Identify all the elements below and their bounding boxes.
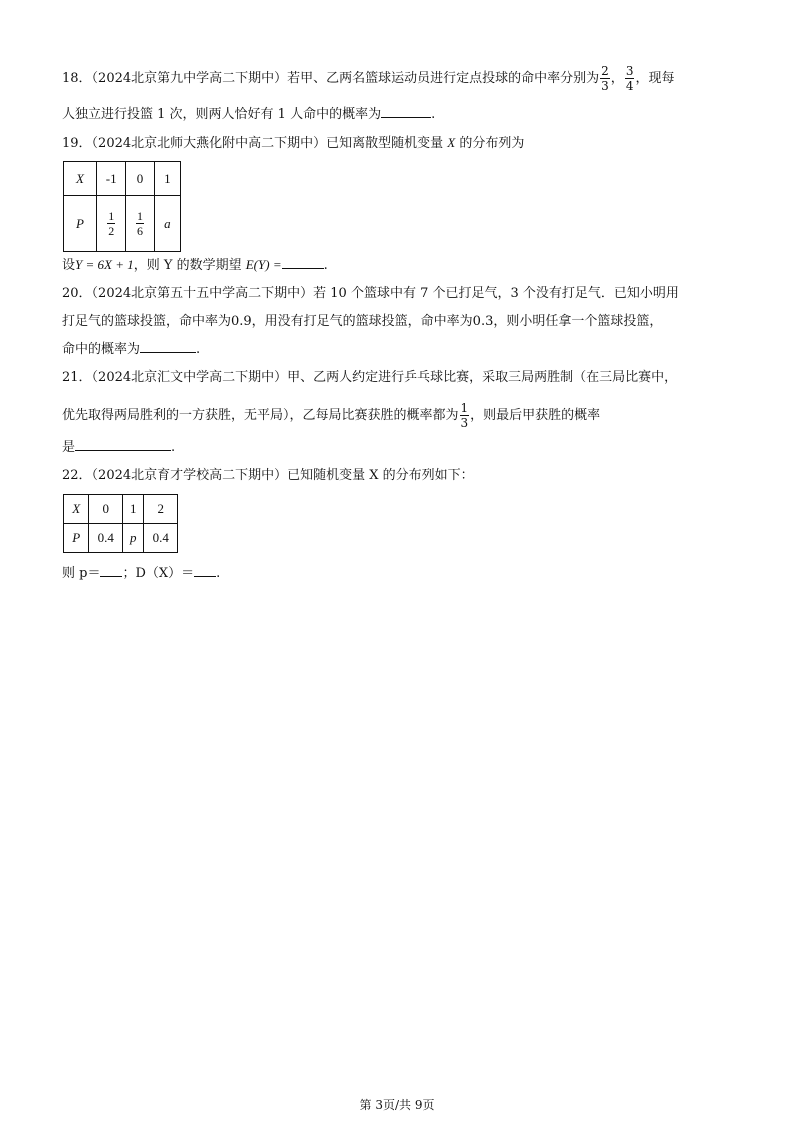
table-cell: P (64, 196, 97, 252)
question-number: 18． (62, 71, 92, 86)
table-cell: 0 (89, 495, 123, 524)
table-cell: $\frac{1}{2}$ (97, 196, 126, 252)
distribution-table-q19 (63, 161, 181, 252)
table-cell: P (64, 524, 89, 553)
question-source: （2024北京育才学校高二下期中） (91, 468, 288, 483)
question-source: （2024北京北师大燕化附中高二下期中） (91, 136, 327, 151)
question-20-line-3: 命中的概率为 . (62, 342, 201, 357)
question-source: （2024北京汇文中学高二下期中） (91, 370, 288, 385)
question-21-line-1: 21．（2024北京汇文中学高二下期中）甲、乙两人约定进行乒乓球比赛，采取三局两胜制（在三局比赛中， (62, 370, 678, 385)
table-cell: -1 (97, 162, 126, 196)
answer-blank (381, 105, 431, 118)
question-number: 20． (62, 286, 92, 301)
question-18-line-2: 人独立进行投篮 1 次，则两人恰好有 1 人命中的概率为 . (62, 107, 436, 122)
fraction-one-third: $\frac{1}{3}$ (460, 401, 469, 430)
table-cell: $\frac{1}{6}$ (126, 196, 154, 252)
answer-blank (75, 438, 171, 451)
fraction-three-fourths: $\frac{3}{4}$ (625, 64, 634, 93)
question-20-line-1: 20．（2024北京第五十五中学高二下期中）若 10 个篮球中有 7 个已打足气，3 个没有打足气．已知小明用 (62, 286, 679, 301)
question-21-line-2: 优先取得两局胜利的一方获胜，无平局），乙每局比赛获胜的概率都为 $\frac{1}{3}$ ，则最后甲获胜的概率 (62, 401, 601, 430)
question-20-line-2: 打足气的篮球投篮，命中率为0.9，用没有打足气的篮球投篮，命中率为0.3，则小明任拿一个篮球投篮， (62, 314, 663, 329)
question-number: 21． (62, 370, 92, 385)
page-footer: 第 3页/共 9页 (359, 1098, 435, 1112)
table-cell: 0.4 (89, 524, 123, 553)
table-cell: 2 (144, 495, 178, 524)
question-19-line-1: 19．（2024北京北师大燕化附中高二下期中）已知离散型随机变量 X 的分布列为 (62, 135, 525, 151)
fraction-two-thirds: $\frac{2}{3}$ (601, 64, 609, 93)
question-text: 人独立进行投篮 1 次，则两人恰好有 1 人命中的概率为 (62, 107, 382, 122)
question-source: （2024北京第五十五中学高二下期中） (91, 286, 314, 301)
question-number: 22． (62, 468, 92, 483)
table-cell: X (64, 495, 89, 524)
question-21-line-3: 是 . (62, 440, 176, 455)
table-cell: a (154, 196, 180, 252)
table-cell: 0.4 (144, 524, 178, 553)
question-text: 若甲、乙两名篮球运动员进行定点投球的命中率分别为 (287, 71, 600, 86)
question-22-line-1: 22．（2024北京育才学校高二下期中）已知随机变量 X 的分布列如下： (62, 468, 474, 483)
question-19-line-2: 设Y = 6X + 1，则 Y 的数学期望 E(Y) = . (62, 257, 328, 273)
question-22-answer-line: 则 p＝ ；D（X）＝ . (62, 566, 221, 581)
distribution-table-q22 (63, 494, 178, 553)
answer-blank (282, 256, 324, 269)
question-18-line-1: 18．（2024北京第九中学高二下期中）若甲、乙两名篮球运动员进行定点投球的命中率分别为 $\frac{2}{3}$ ， $\frac{3}{4}$ ，现每 (62, 64, 675, 93)
table-cell: p (123, 524, 144, 553)
question-source: （2024北京第九中学高二下期中） (91, 71, 288, 86)
table-cell: 1 (154, 162, 180, 196)
answer-blank (100, 564, 122, 577)
table-cell: X (64, 162, 97, 196)
answer-blank (194, 564, 216, 577)
formula: Y = 6X + 1 (75, 257, 134, 272)
question-number: 19． (62, 136, 92, 151)
table-cell: 0 (126, 162, 154, 196)
answer-blank (140, 340, 196, 353)
table-cell: 1 (123, 495, 144, 524)
